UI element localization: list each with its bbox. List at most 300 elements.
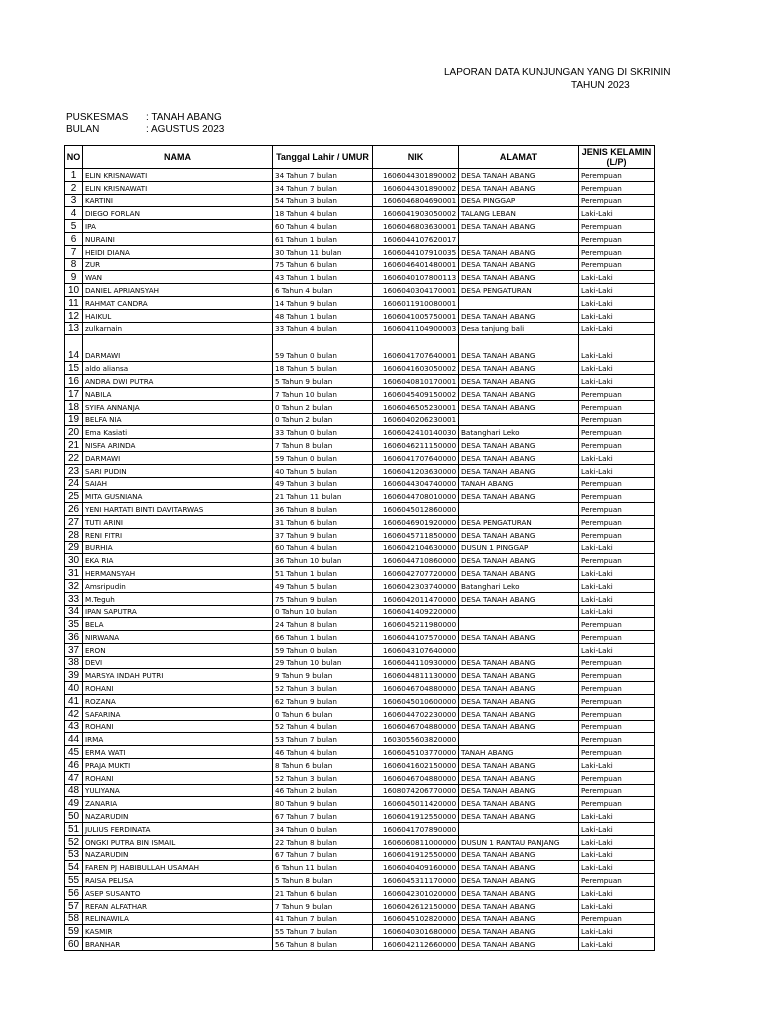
cell-umur: 29 Tahun 10 bulan <box>273 656 373 669</box>
cell-nik: 1606041903050002 <box>373 207 459 220</box>
cell-umur: 67 Tahun 7 bulan <box>273 810 373 823</box>
table-row <box>65 925 655 938</box>
cell-no: 16 <box>65 375 83 388</box>
cell-jenis-kelamin: Laki-Laki <box>579 296 655 309</box>
puskesmas-label: PUSKESMAS <box>66 112 129 123</box>
cell-alamat: DESA TANAH ABANG <box>459 759 579 772</box>
cell-nama: SAFARINA <box>83 707 273 720</box>
cell-nik: 1608074206770000 <box>373 784 459 797</box>
table-row <box>65 823 655 836</box>
col-header-nama: NAMA <box>83 146 273 169</box>
table-row <box>65 451 655 464</box>
cell-no: 59 <box>65 925 83 938</box>
cell-nama: Amsripudin <box>83 579 273 592</box>
cell-nama: ELIN KRISNAWATI <box>83 181 273 194</box>
table-row <box>65 271 655 284</box>
cell-jenis-kelamin: Laki-Laki <box>579 887 655 900</box>
table-row <box>65 746 655 759</box>
table-row <box>65 296 655 309</box>
cell-no: 56 <box>65 887 83 900</box>
cell-nama: BELA <box>83 618 273 631</box>
cell-nik: 1606041005750001 <box>373 309 459 322</box>
table-row <box>65 464 655 477</box>
cell-nama: HAIKUL <box>83 309 273 322</box>
cell-jenis-kelamin: Perempuan <box>579 720 655 733</box>
cell-nik: 1606042112660000 <box>373 938 459 951</box>
cell-alamat: DESA TANAH ABANG <box>459 451 579 464</box>
cell-nik: 1606042104630000 <box>373 541 459 554</box>
cell-jenis-kelamin: Perempuan <box>579 631 655 644</box>
cell-alamat: DESA TANAH ABANG <box>459 631 579 644</box>
cell-alamat: DESA TANAH ABANG <box>459 771 579 784</box>
cell-jenis-kelamin: Perempuan <box>579 554 655 567</box>
cell-umur: 80 Tahun 9 bulan <box>273 797 373 810</box>
cell-alamat: DESA TANAH ABANG <box>459 169 579 182</box>
table-row <box>65 784 655 797</box>
cell-nama: aldo aliansa <box>83 362 273 375</box>
table-row <box>65 413 655 426</box>
col-header-alamat: ALAMAT <box>459 146 579 169</box>
report-title: LAPORAN DATA KUNJUNGAN YANG DI SKRININ <box>444 67 671 78</box>
cell-alamat: DESA TANAH ABANG <box>459 309 579 322</box>
cell-umur: 33 Tahun 4 bulan <box>273 322 373 335</box>
cell-nik: 1606040206230001 <box>373 413 459 426</box>
cell-nama: BURHIA <box>83 541 273 554</box>
cell-no: 36 <box>65 631 83 644</box>
cell-umur: 0 Tahun 2 bulan <box>273 413 373 426</box>
cell-no: 26 <box>65 503 83 516</box>
cell-jenis-kelamin: Laki-Laki <box>579 925 655 938</box>
table-row <box>65 207 655 220</box>
cell-nama: NIRWANA <box>83 631 273 644</box>
table-row <box>65 618 655 631</box>
cell-no: 13 <box>65 322 83 335</box>
cell-nama: NAZARUDIN <box>83 810 273 823</box>
table-row <box>65 220 655 233</box>
cell-nik: 1606044708010000 <box>373 490 459 503</box>
cell-jenis-kelamin: Laki-Laki <box>579 823 655 836</box>
cell-alamat: DESA TANAH ABANG <box>459 720 579 733</box>
cell-umur: 7 Tahun 9 bulan <box>273 899 373 912</box>
cell-alamat <box>459 232 579 245</box>
cell-jenis-kelamin: Perempuan <box>579 528 655 541</box>
cell-nama: JULIUS FERDINATA <box>83 823 273 836</box>
table-row <box>65 682 655 695</box>
table-row <box>65 631 655 644</box>
cell-jenis-kelamin: Perempuan <box>579 181 655 194</box>
cell-umur: 49 Tahun 3 bulan <box>273 477 373 490</box>
cell-nik: 1606011910080001 <box>373 296 459 309</box>
cell-jenis-kelamin: Laki-Laki <box>579 451 655 464</box>
cell-jenis-kelamin: Laki-Laki <box>579 335 655 362</box>
cell-jenis-kelamin: Perempuan <box>579 771 655 784</box>
cell-nama: DANIEL APRIANSYAH <box>83 284 273 297</box>
cell-alamat: DESA TANAH ABANG <box>459 567 579 580</box>
cell-jenis-kelamin: Perempuan <box>579 169 655 182</box>
cell-alamat: DUSUN 1 RANTAU PANJANG <box>459 835 579 848</box>
cell-jenis-kelamin: Perempuan <box>579 439 655 452</box>
table-row <box>65 643 655 656</box>
cell-umur: 61 Tahun 1 bulan <box>273 232 373 245</box>
cell-jenis-kelamin: Perempuan <box>579 874 655 887</box>
cell-umur: 43 Tahun 1 bulan <box>273 271 373 284</box>
visit-table <box>64 145 655 951</box>
cell-nama: SAIAH <box>83 477 273 490</box>
cell-nik: 1606042612150000 <box>373 899 459 912</box>
cell-nik: 1606046505230001 <box>373 400 459 413</box>
bulan-row <box>66 124 224 135</box>
cell-nik: 1606041912550000 <box>373 848 459 861</box>
table-row <box>65 335 655 362</box>
table-row <box>65 810 655 823</box>
cell-no: 15 <box>65 362 83 375</box>
cell-no: 28 <box>65 528 83 541</box>
cell-jenis-kelamin: Perempuan <box>579 707 655 720</box>
table-header-row <box>65 146 655 169</box>
cell-alamat: Desa tanjung bali <box>459 322 579 335</box>
cell-no: 57 <box>65 899 83 912</box>
cell-nama: IPA <box>83 220 273 233</box>
cell-alamat: DESA TANAH ABANG <box>459 912 579 925</box>
table-row <box>65 258 655 271</box>
cell-no: 7 <box>65 245 83 258</box>
cell-alamat: DESA TANAH ABANG <box>459 887 579 900</box>
cell-nama: SARI PUDIN <box>83 464 273 477</box>
cell-no: 51 <box>65 823 83 836</box>
cell-umur: 67 Tahun 7 bulan <box>273 848 373 861</box>
cell-umur: 40 Tahun 5 bulan <box>273 464 373 477</box>
cell-no: 35 <box>65 618 83 631</box>
cell-nama: WAN <box>83 271 273 284</box>
cell-no: 24 <box>65 477 83 490</box>
cell-jenis-kelamin: Laki-Laki <box>579 464 655 477</box>
cell-nama: DARMAWI <box>83 335 273 362</box>
cell-jenis-kelamin: Perempuan <box>579 695 655 708</box>
cell-umur: 41 Tahun 7 bulan <box>273 912 373 925</box>
cell-no: 27 <box>65 515 83 528</box>
table-row <box>65 695 655 708</box>
cell-nik: 1606041707640000 <box>373 451 459 464</box>
cell-umur: 36 Tahun 10 bulan <box>273 554 373 567</box>
table-row <box>65 362 655 375</box>
cell-umur: 48 Tahun 1 bulan <box>273 309 373 322</box>
cell-nik: 1606042410140030 <box>373 426 459 439</box>
cell-umur: 75 Tahun 6 bulan <box>273 258 373 271</box>
page-edge-mask <box>656 140 768 960</box>
cell-umur: 0 Tahun 6 bulan <box>273 707 373 720</box>
cell-no: 11 <box>65 296 83 309</box>
cell-nik: 1606044702230000 <box>373 707 459 720</box>
cell-nik: 1606044107910035 <box>373 245 459 258</box>
cell-umur: 0 Tahun 10 bulan <box>273 605 373 618</box>
cell-alamat: DESA TANAH ABANG <box>459 181 579 194</box>
cell-alamat: DESA TANAH ABANG <box>459 695 579 708</box>
cell-jenis-kelamin: Perempuan <box>579 746 655 759</box>
cell-no: 52 <box>65 835 83 848</box>
cell-umur: 9 Tahun 9 bulan <box>273 669 373 682</box>
cell-no: 30 <box>65 554 83 567</box>
cell-umur: 62 Tahun 9 bulan <box>273 695 373 708</box>
table-row <box>65 426 655 439</box>
table-row <box>65 899 655 912</box>
cell-nama: EKA RIA <box>83 554 273 567</box>
cell-no: 43 <box>65 720 83 733</box>
cell-nik: 1606040810170001 <box>373 375 459 388</box>
table-row <box>65 592 655 605</box>
cell-alamat: TANAH ABANG <box>459 746 579 759</box>
cell-nik: 1606040409160000 <box>373 861 459 874</box>
cell-alamat: TANAH ABANG <box>459 477 579 490</box>
cell-alamat <box>459 643 579 656</box>
cell-no: 34 <box>65 605 83 618</box>
cell-jenis-kelamin: Laki-Laki <box>579 362 655 375</box>
cell-nama: ASEP SUSANTO <box>83 887 273 900</box>
cell-no: 5 <box>65 220 83 233</box>
cell-umur: 55 Tahun 7 bulan <box>273 925 373 938</box>
cell-alamat: DESA TANAH ABANG <box>459 899 579 912</box>
cell-alamat <box>459 618 579 631</box>
table-row <box>65 375 655 388</box>
cell-no: 33 <box>65 592 83 605</box>
cell-nama: YULIYANA <box>83 784 273 797</box>
cell-jenis-kelamin: Laki-Laki <box>579 271 655 284</box>
cell-nama: ROHANI <box>83 682 273 695</box>
cell-nik: 1606042303740000 <box>373 579 459 592</box>
cell-jenis-kelamin: Laki-Laki <box>579 861 655 874</box>
cell-nama: zulkarnain <box>83 322 273 335</box>
cell-alamat: DESA TANAH ABANG <box>459 810 579 823</box>
table-row <box>65 181 655 194</box>
cell-no: 49 <box>65 797 83 810</box>
cell-nik: 1606045103770000 <box>373 746 459 759</box>
cell-no: 46 <box>65 759 83 772</box>
cell-alamat <box>459 413 579 426</box>
cell-umur: 0 Tahun 2 bulan <box>273 400 373 413</box>
table-row <box>65 245 655 258</box>
cell-alamat: DESA TANAH ABANG <box>459 335 579 362</box>
cell-umur: 5 Tahun 8 bulan <box>273 874 373 887</box>
cell-alamat: DESA TANAH ABANG <box>459 707 579 720</box>
table-row <box>65 515 655 528</box>
cell-nik: 1606045011420000 <box>373 797 459 810</box>
cell-alamat <box>459 503 579 516</box>
cell-nik: 1606041602150000 <box>373 759 459 772</box>
table-row <box>65 707 655 720</box>
cell-alamat: DESA TANAH ABANG <box>459 797 579 810</box>
table-row <box>65 605 655 618</box>
cell-no: 21 <box>65 439 83 452</box>
cell-umur: 6 Tahun 11 bulan <box>273 861 373 874</box>
cell-nik: 1606046803630001 <box>373 220 459 233</box>
cell-no: 31 <box>65 567 83 580</box>
cell-umur: 53 Tahun 7 bulan <box>273 733 373 746</box>
cell-jenis-kelamin: Perempuan <box>579 669 655 682</box>
cell-nama: ROZANA <box>83 695 273 708</box>
cell-nik: 1606045012860000 <box>373 503 459 516</box>
cell-jenis-kelamin: Laki-Laki <box>579 938 655 951</box>
table-row <box>65 861 655 874</box>
cell-umur: 56 Tahun 8 bulan <box>273 938 373 951</box>
cell-umur: 36 Tahun 8 bulan <box>273 503 373 516</box>
table-row <box>65 771 655 784</box>
cell-nama: PRAJA MUKTI <box>83 759 273 772</box>
cell-jenis-kelamin: Perempuan <box>579 656 655 669</box>
cell-umur: 46 Tahun 2 bulan <box>273 784 373 797</box>
cell-alamat: Batanghari Leko <box>459 579 579 592</box>
cell-jenis-kelamin: Perempuan <box>579 258 655 271</box>
cell-nama: DARMAWI <box>83 451 273 464</box>
cell-nama: DIEGO FORLAN <box>83 207 273 220</box>
cell-jenis-kelamin: Laki-Laki <box>579 579 655 592</box>
cell-alamat: DESA PINGGAP <box>459 194 579 207</box>
table-row <box>65 232 655 245</box>
cell-umur: 18 Tahun 4 bulan <box>273 207 373 220</box>
table-row <box>65 400 655 413</box>
cell-umur: 52 Tahun 3 bulan <box>273 682 373 695</box>
cell-nama: HERMANSYAH <box>83 567 273 580</box>
table-row <box>65 490 655 503</box>
cell-nik: 1606044107620017 <box>373 232 459 245</box>
cell-nik: 1606041203630000 <box>373 464 459 477</box>
cell-umur: 7 Tahun 8 bulan <box>273 439 373 452</box>
cell-alamat: DESA TANAH ABANG <box>459 375 579 388</box>
cell-alamat: DESA TANAH ABANG <box>459 245 579 258</box>
cell-nama: FAREN PJ HABIBULLAH USAMAH <box>83 861 273 874</box>
cell-umur: 37 Tahun 9 bulan <box>273 528 373 541</box>
cell-nik: 1606046211150000 <box>373 439 459 452</box>
cell-jenis-kelamin: Laki-Laki <box>579 567 655 580</box>
cell-nama: DEVI <box>83 656 273 669</box>
cell-jenis-kelamin: Laki-Laki <box>579 309 655 322</box>
cell-umur: 66 Tahun 1 bulan <box>273 631 373 644</box>
cell-umur: 59 Tahun 0 bulan <box>273 451 373 464</box>
cell-alamat: DESA TANAH ABANG <box>459 528 579 541</box>
cell-no: 10 <box>65 284 83 297</box>
cell-no: 32 <box>65 579 83 592</box>
cell-nama: M.Teguh <box>83 592 273 605</box>
cell-alamat: DESA TANAH ABANG <box>459 861 579 874</box>
cell-no: 12 <box>65 309 83 322</box>
table-row <box>65 912 655 925</box>
cell-no: 9 <box>65 271 83 284</box>
cell-alamat: DESA TANAH ABANG <box>459 362 579 375</box>
cell-nik: 1606044710860000 <box>373 554 459 567</box>
cell-alamat: DESA TANAH ABANG <box>459 387 579 400</box>
cell-nik: 1606041104900003 <box>373 322 459 335</box>
cell-alamat: DESA TANAH ABANG <box>459 848 579 861</box>
cell-umur: 14 Tahun 9 bulan <box>273 296 373 309</box>
cell-umur: 24 Tahun 8 bulan <box>273 618 373 631</box>
cell-alamat: Batanghari Leko <box>459 426 579 439</box>
cell-alamat: DESA TANAH ABANG <box>459 925 579 938</box>
cell-no: 3 <box>65 194 83 207</box>
cell-alamat: DESA TANAH ABANG <box>459 220 579 233</box>
cell-jenis-kelamin: Perempuan <box>579 245 655 258</box>
cell-umur: 51 Tahun 1 bulan <box>273 567 373 580</box>
cell-jenis-kelamin: Laki-Laki <box>579 541 655 554</box>
cell-no: 1 <box>65 169 83 182</box>
table-row <box>65 720 655 733</box>
cell-nik: 1606045010600000 <box>373 695 459 708</box>
cell-no: 19 <box>65 413 83 426</box>
table-row <box>65 848 655 861</box>
table-row <box>65 528 655 541</box>
cell-jenis-kelamin: Laki-Laki <box>579 207 655 220</box>
cell-nama: YENI HARTATI BINTI DAVITARWAS <box>83 503 273 516</box>
cell-umur: 60 Tahun 4 bulan <box>273 220 373 233</box>
table-row <box>65 835 655 848</box>
cell-nama: ERMA WATI <box>83 746 273 759</box>
cell-nama: ROHANI <box>83 720 273 733</box>
cell-nik: 1606045211980000 <box>373 618 459 631</box>
col-header-jk: JENIS KELAMIN (L/P) <box>579 146 655 169</box>
cell-jenis-kelamin: Laki-Laki <box>579 759 655 772</box>
cell-jenis-kelamin: Perempuan <box>579 413 655 426</box>
cell-nik: 1606043107640000 <box>373 643 459 656</box>
cell-alamat: DESA TANAH ABANG <box>459 490 579 503</box>
cell-umur: 52 Tahun 3 bulan <box>273 771 373 784</box>
cell-nama: RELINAWILA <box>83 912 273 925</box>
cell-umur: 59 Tahun 0 bulan <box>273 335 373 362</box>
cell-alamat: DESA PENGATURAN <box>459 284 579 297</box>
cell-nama: RAISA PELISA <box>83 874 273 887</box>
cell-nama: ZUR <box>83 258 273 271</box>
cell-nama: BRANHAR <box>83 938 273 951</box>
table-row <box>65 669 655 682</box>
cell-no: 6 <box>65 232 83 245</box>
cell-jenis-kelamin: Perempuan <box>579 220 655 233</box>
cell-jenis-kelamin: Perempuan <box>579 232 655 245</box>
table-row <box>65 194 655 207</box>
cell-nama: NABILA <box>83 387 273 400</box>
cell-no: 22 <box>65 451 83 464</box>
cell-alamat: DESA TANAH ABANG <box>459 439 579 452</box>
cell-nik: 1606044110930000 <box>373 656 459 669</box>
cell-umur: 33 Tahun 0 bulan <box>273 426 373 439</box>
cell-no: 18 <box>65 400 83 413</box>
cell-umur: 59 Tahun 0 bulan <box>273 643 373 656</box>
cell-nik: 1606045711850000 <box>373 528 459 541</box>
cell-jenis-kelamin: Perempuan <box>579 426 655 439</box>
cell-jenis-kelamin: Perempuan <box>579 797 655 810</box>
cell-no: 39 <box>65 669 83 682</box>
cell-nama: HEIDI DIANA <box>83 245 273 258</box>
cell-umur: 31 Tahun 6 bulan <box>273 515 373 528</box>
cell-no: 4 <box>65 207 83 220</box>
cell-no: 42 <box>65 707 83 720</box>
table-row <box>65 554 655 567</box>
cell-no: 48 <box>65 784 83 797</box>
table-row <box>65 477 655 490</box>
cell-no: 2 <box>65 181 83 194</box>
cell-alamat: DESA TANAH ABANG <box>459 656 579 669</box>
cell-jenis-kelamin: Perempuan <box>579 912 655 925</box>
cell-no: 45 <box>65 746 83 759</box>
puskesmas-row <box>66 112 222 123</box>
cell-nama: REFAN ALFATHAR <box>83 899 273 912</box>
cell-no: 41 <box>65 695 83 708</box>
cell-nik: 1606046901920000 <box>373 515 459 528</box>
cell-nama: NISFA ARINDA <box>83 439 273 452</box>
cell-alamat: DESA TANAH ABANG <box>459 258 579 271</box>
cell-umur: 30 Tahun 11 bulan <box>273 245 373 258</box>
cell-umur: 54 Tahun 3 bulan <box>273 194 373 207</box>
cell-no: 37 <box>65 643 83 656</box>
cell-nik: 1606046401480001 <box>373 258 459 271</box>
cell-nama: RAHMAT CANDRA <box>83 296 273 309</box>
cell-jenis-kelamin: Laki-Laki <box>579 810 655 823</box>
cell-nama: ONGKI PUTRA BIN ISMAIL <box>83 835 273 848</box>
